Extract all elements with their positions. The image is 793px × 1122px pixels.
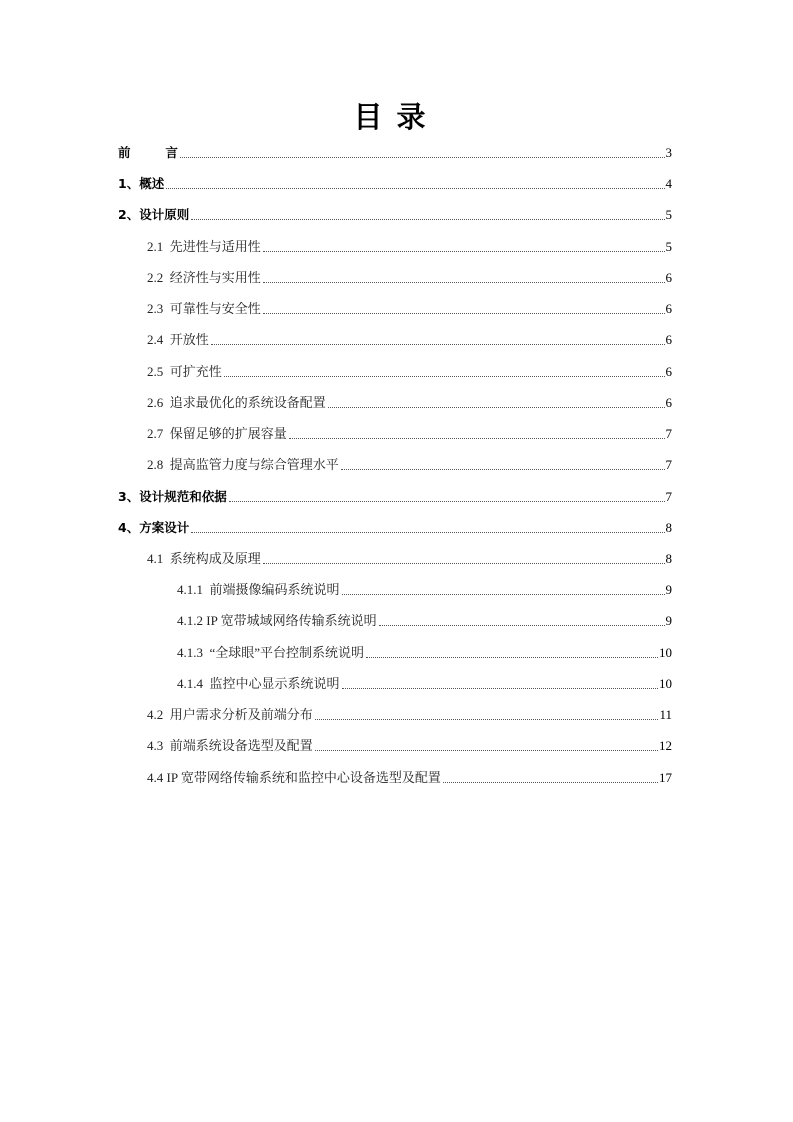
dot-leader [341, 469, 665, 470]
toc-entry-page: 5 [665, 239, 672, 254]
toc-entry[interactable] [147, 362, 672, 382]
toc-title: 目录 [353, 100, 440, 134]
toc-entry-label: 2.4 开放性 [147, 332, 209, 347]
toc-entry-label: 2.5 可扩充性 [147, 364, 222, 379]
dot-leader [342, 688, 658, 689]
toc-entry-page: 8 [665, 520, 672, 535]
toc-entry-label: 1、概述 [118, 176, 165, 191]
dot-leader [289, 438, 665, 439]
toc-entry[interactable] [147, 393, 672, 413]
toc-entry-page: 7 [665, 489, 672, 504]
toc-entry[interactable] [118, 174, 672, 194]
toc-entry-page: 8 [665, 551, 672, 566]
toc-entry-page: 9 [665, 582, 672, 597]
toc-entry-label: 4.1.3 “全球眼”平台控制系统说明 [177, 645, 365, 660]
toc-entry-label: 2.1 先进性与适用性 [147, 239, 261, 254]
dot-leader [263, 251, 665, 252]
toc-entry[interactable] [177, 643, 672, 663]
toc-entry-page: 10 [659, 676, 672, 691]
toc-entry-page: 6 [665, 395, 672, 410]
dot-leader [342, 594, 665, 595]
toc-entry-label: 4.2 用户需求分析及前端分布 [147, 707, 313, 722]
toc-entry-page: 6 [665, 301, 672, 316]
toc-entry-label: 2.6 追求最优化的系统设备配置 [147, 395, 326, 410]
dot-leader [263, 563, 665, 564]
toc-entry[interactable] [147, 736, 672, 756]
toc-entry-page: 10 [659, 645, 672, 660]
toc-entry-page: 3 [665, 145, 672, 160]
dot-leader [379, 625, 665, 626]
toc-entry[interactable] [147, 455, 672, 475]
toc-entry-page: 5 [665, 207, 672, 222]
toc-entry[interactable] [147, 424, 672, 444]
toc-entry[interactable] [147, 268, 672, 288]
toc-entry-label: 4.3 前端系统设备选型及配置 [147, 738, 313, 753]
dot-leader [211, 344, 665, 345]
toc-entry-label: 2.7 保留足够的扩展容量 [147, 426, 287, 441]
toc-entry-page: 7 [665, 426, 672, 441]
dot-leader [263, 313, 665, 314]
toc-entry[interactable] [147, 237, 672, 257]
dot-leader [263, 282, 665, 283]
toc-entry-label: 2、设计原则 [118, 207, 190, 222]
dot-leader [315, 719, 659, 720]
toc-entry[interactable] [147, 705, 672, 725]
toc-entry[interactable] [147, 549, 672, 569]
toc-entry-page: 6 [665, 332, 672, 347]
toc-entry-label: 2.2 经济性与实用性 [147, 270, 261, 285]
toc-entry[interactable] [177, 611, 672, 631]
toc-entry-page: 6 [665, 270, 672, 285]
dot-leader [366, 657, 658, 658]
dot-leader [224, 376, 665, 377]
dot-leader [191, 532, 664, 533]
dot-leader [328, 407, 665, 408]
toc-entry-label: 4.1.2 IP 宽带城域网络传输系统说明 [177, 613, 377, 628]
toc-entry-label: 2.3 可靠性与安全性 [147, 301, 261, 316]
toc-entry-page: 4 [665, 176, 672, 191]
dot-leader [180, 157, 665, 158]
dot-leader [315, 750, 658, 751]
toc-entry-page: 6 [665, 364, 672, 379]
toc-entry-label: 前 言 [118, 145, 178, 160]
toc-entry-page: 9 [665, 613, 672, 628]
dot-leader [191, 219, 664, 220]
toc-entry-label: 4.1.4 监控中心显示系统说明 [177, 676, 340, 691]
toc-entry-page: 12 [659, 738, 672, 753]
toc-entry[interactable] [177, 674, 672, 694]
toc-entry[interactable] [118, 205, 672, 225]
toc-entry[interactable] [147, 330, 672, 350]
toc-entry-label: 4、方案设计 [118, 520, 190, 535]
toc-entry-label: 4.1 系统构成及原理 [147, 551, 261, 566]
toc-entry-page: 11 [659, 707, 672, 722]
toc-entry[interactable] [147, 299, 672, 319]
toc-entry[interactable] [118, 143, 672, 163]
toc-entry[interactable] [147, 768, 672, 788]
toc-entry-label: 4.1.1 前端摄像编码系统说明 [177, 582, 340, 597]
toc-entry-label: 2.8 提高监管力度与综合管理水平 [147, 457, 339, 472]
toc-entry-label: 4.4 IP 宽带网络传输系统和监控中心设备选型及配置 [147, 770, 441, 785]
dot-leader [229, 501, 665, 502]
toc-entry-label: 3、设计规范和依据 [118, 489, 227, 504]
toc-entry[interactable] [177, 580, 672, 600]
toc-entry-page: 7 [665, 457, 672, 472]
dot-leader [443, 782, 658, 783]
toc-entry[interactable] [118, 487, 672, 507]
toc-entry-page: 17 [659, 770, 672, 785]
dot-leader [166, 188, 664, 189]
toc-entry[interactable] [118, 518, 672, 538]
